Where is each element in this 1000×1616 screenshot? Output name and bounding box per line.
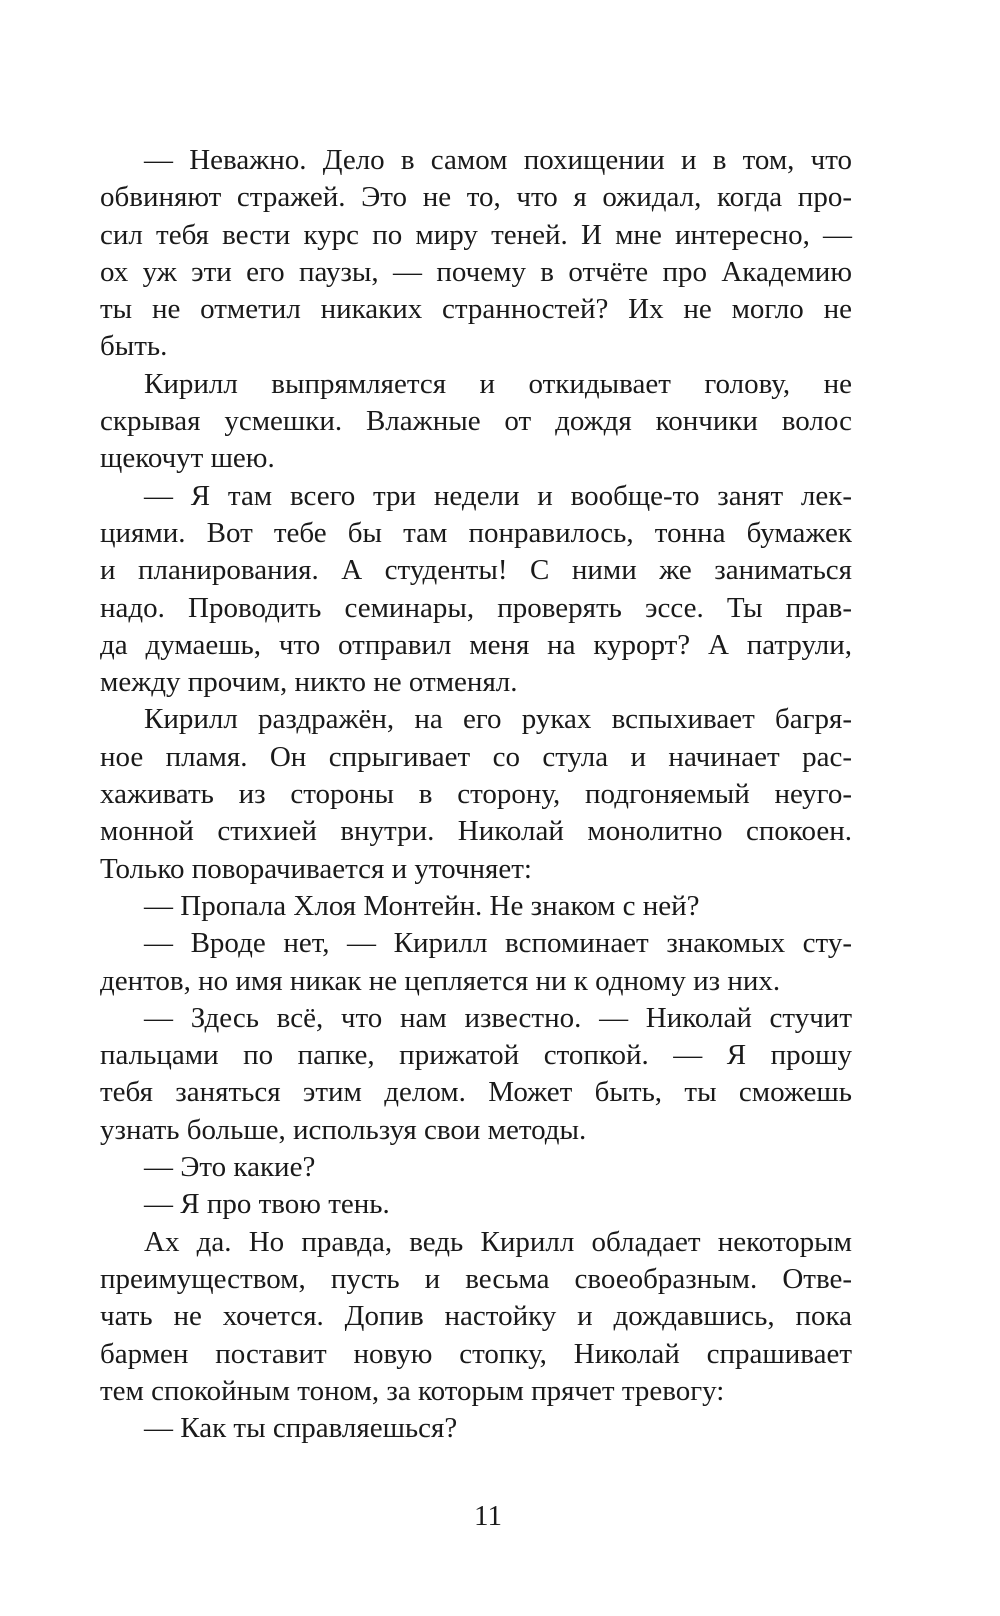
- text-line: Ах да. Но правда, ведь Кирилл обладает некоторым: [144, 1225, 852, 1258]
- paragraph: [100, 142, 852, 366]
- text-line: скрывая усмешки. Влажные от дождя кончики волос: [100, 405, 852, 438]
- text-line: — Я про твою тень.: [144, 1188, 390, 1221]
- paragraph: [100, 1000, 852, 1149]
- text-line: — Неважно. Дело в самом похищении и в том, что: [144, 144, 852, 176]
- paragraph: [100, 1186, 852, 1223]
- text-line: преимуществом, пусть и весьма своеобразным. Отве-: [100, 1262, 852, 1295]
- text-line: ты не отметил никаких странностей? Их не могло не: [100, 293, 852, 326]
- text-line: щекочут шею.: [100, 442, 275, 475]
- text-line: — Как ты справляешься?: [144, 1412, 458, 1445]
- text-line: тем спокойным тоном, за которым прячет тревогу:: [100, 1374, 725, 1407]
- text-line: быть.: [100, 330, 168, 363]
- page-number: 11: [474, 1500, 502, 1532]
- text-line: да думаешь, что отправил меня на курорт? А патрули,: [100, 628, 852, 661]
- text-line: дентов, но имя никак не цепляется ни к одному из них.: [100, 964, 781, 997]
- text-line: между прочим, никто не отменял.: [100, 666, 518, 699]
- text-line: — Это какие?: [144, 1151, 316, 1184]
- paragraph: [100, 1224, 852, 1410]
- text-line: — Пропала Хлоя Монтейн. Не знаком с ней?: [144, 889, 700, 922]
- paragraph: [100, 1410, 852, 1447]
- text-line: ох уж эти его паузы, — почему в отчёте про Академию: [100, 255, 852, 288]
- text-line: и планирования. А студенты! С ними же заниматься: [100, 554, 852, 587]
- text-line: Только поворачивается и уточняет:: [100, 852, 532, 885]
- text-line: обвиняют стражей. Это не то, что я ожидал, когда про-: [100, 181, 852, 214]
- text-line: циями. Вот тебе бы там понравилось, тонна бумажек: [100, 516, 852, 549]
- text-line: — Вроде нет, — Кирилл вспоминает знакомых сту-: [144, 927, 852, 960]
- paragraph: [100, 701, 852, 887]
- text-line: надо. Проводить семинары, проверять эссе. Ты прав-: [100, 591, 852, 624]
- text-line: чать не хочется. Допив настойку и дождавшись, пока: [100, 1300, 852, 1333]
- text-line: ное пламя. Он спрыгивает со стула и начинает рас-: [100, 740, 852, 773]
- text-line: монной стихией внутри. Николай монолитно спокоен.: [100, 815, 852, 848]
- text-line: Кирилл раздражён, на его руках вспыхивает багря-: [144, 703, 852, 736]
- paragraph: [100, 925, 852, 1000]
- text-line: сил тебя вести курс по миру теней. И мне интересно, —: [100, 218, 852, 251]
- text-line: — Я там всего три недели и вообще-то занят лек-: [144, 479, 852, 512]
- paragraph: [100, 478, 852, 702]
- body-text: [100, 142, 852, 1447]
- text-line: Кирилл выпрямляется и откидывает голову, не: [144, 367, 852, 400]
- paragraph: [100, 1149, 852, 1186]
- text-line: пальцами по папке, прижатой стопкой. — Я прошу: [100, 1039, 852, 1072]
- text-line: хаживать из стороны в сторону, подгоняемый неуго-: [100, 778, 852, 811]
- text-line: тебя заняться этим делом. Может быть, ты сможешь: [100, 1076, 852, 1109]
- text-line: бармен поставит новую стопку, Николай спрашивает: [100, 1337, 852, 1370]
- text-line: — Здесь всё, что нам известно. — Николай стучит: [144, 1001, 852, 1034]
- paragraph: [100, 888, 852, 925]
- text-line: узнать больше, используя свои методы.: [100, 1113, 587, 1146]
- paragraph: [100, 366, 852, 478]
